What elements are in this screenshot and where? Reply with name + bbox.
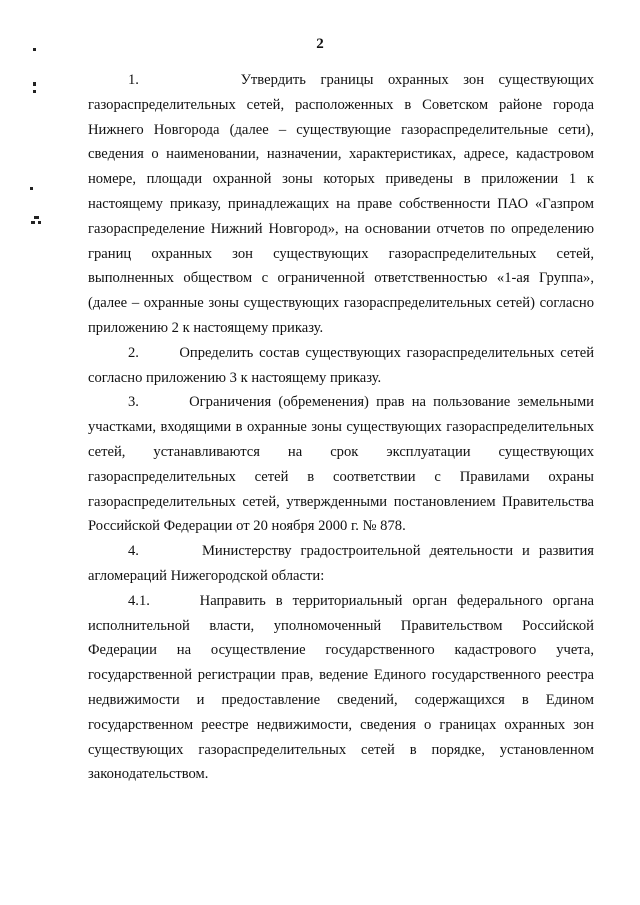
paragraph-4	[88, 539, 594, 589]
paragraph-1-text: Утвердить границы охранных зон существующих газораспределительных сетей, расположенных в Советском районе города Нижнего Новгорода (далее – существующие газораспределительные сети), сведения о наименовании, назначении, характеристиках, адресе, кадастровом номере, площади охранной зоны которых приведены в приложении 1 к настоящему приказу, принадлежащих на праве собственности ПАО «Газпром газораспределение Нижний Новгород», на основании отчетов по определению границ охранных зон существующих газораспределительных сетей, выполненных обществом с ограниченной ответственностью «1-ая Группа», (далее – охранные зоны существующих газораспределительных сетей) согласно приложению 2 к настоящему приказу.	[88, 72, 594, 336]
paragraph-2	[88, 341, 594, 391]
scan-artifact-dot	[30, 187, 33, 190]
document-body	[88, 68, 594, 787]
paragraph-3	[88, 390, 594, 539]
paragraph-4-text: Министерству градостроительной деятельности и развития агломераций Нижегородской области:	[88, 543, 594, 584]
paragraph-2-number: 2.	[128, 344, 139, 361]
paragraph-4-1-number: 4.1.	[128, 592, 150, 609]
paragraph-3-number: 3.	[128, 394, 139, 411]
paragraph-4-1	[88, 589, 594, 787]
paragraph-1-number: 1.	[128, 72, 139, 88]
scan-artifact-dot	[33, 90, 36, 93]
scan-artifact-dot	[31, 221, 35, 224]
scan-artifact-dot	[33, 82, 36, 86]
paragraph-4-number: 4.	[128, 543, 139, 560]
paragraph-3-text: Ограничения (обременения) прав на пользование земельными участками, входящими в охранные зоны существующих газораспределительных сетей, устанавливаются на срок эксплуатации существующих газораспределительных сетей в соответствии с Правилами охраны газораспределительных сетей, утвержденными постановлением Правительства Российской Федерации от 20 ноября 2000 г. № 878.	[88, 394, 594, 535]
paragraph-2-text: Определить состав существующих газораспределительных сетей согласно приложению 3 к настоящему приказу.	[88, 344, 594, 386]
paragraph-1	[88, 68, 594, 341]
scan-artifact-dot	[34, 216, 39, 219]
paragraph-4-1-text: Направить в территориальный орган федерального органа исполнительной власти, уполномоченный Правительством Российской Федерации на осуществление государственного кадастрового учета, государственной регистрации прав, ведение Единого государственного реестра недвижимости и предоставление сведений, содержащихся в Едином государственном реестре недвижимости, сведения о границах охранных зон существующих газораспределительных сетей в порядке, установленном законодательством.	[88, 592, 594, 783]
page-number: 2	[316, 36, 324, 52]
scan-artifact-dot	[38, 221, 41, 224]
